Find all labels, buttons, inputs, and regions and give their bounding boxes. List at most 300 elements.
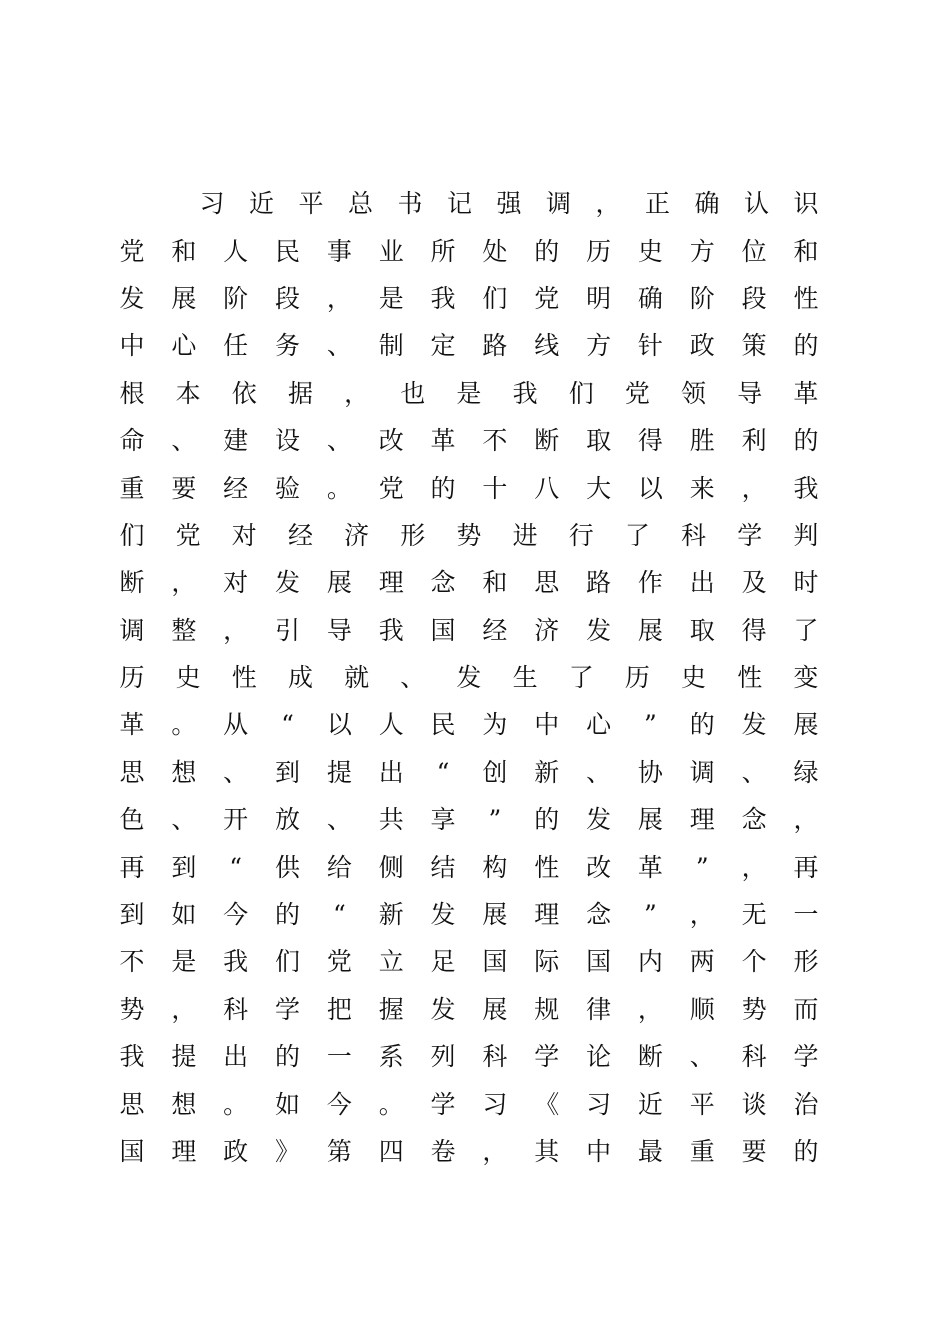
- text-char: 提: [171, 1042, 197, 1072]
- text-char: 根: [119, 378, 145, 408]
- text-char: 路: [586, 568, 612, 598]
- text-char: 两: [689, 947, 715, 977]
- text-char: 认: [743, 189, 769, 219]
- text-char: 、: [171, 426, 197, 456]
- text-char: 人: [378, 710, 404, 740]
- text-char: 理: [171, 1137, 197, 1166]
- text-char: 学: [737, 520, 763, 550]
- text-char: 处: [482, 236, 508, 266]
- text-char: 个: [741, 947, 767, 977]
- text-char: 策: [741, 331, 767, 361]
- text-char: 势: [456, 520, 482, 550]
- text-char: 建: [223, 426, 249, 456]
- text-char: 了: [624, 520, 650, 550]
- text-char: 。: [223, 1089, 249, 1119]
- text-char: 到: [171, 852, 197, 882]
- text-char: 就: [344, 663, 370, 693]
- text-char: 我: [430, 283, 456, 313]
- text-char: 党: [175, 520, 201, 550]
- text-char: ，: [741, 852, 767, 882]
- text-char: 以: [637, 473, 663, 503]
- text-char: 了: [568, 663, 594, 693]
- text-char: 党: [534, 283, 560, 313]
- text-char: 平: [689, 1089, 715, 1119]
- text-char: 和: [793, 236, 819, 266]
- text-char: 人: [223, 236, 249, 266]
- text-char: 科: [482, 1042, 508, 1072]
- text-char: 政: [689, 331, 715, 361]
- text-char: 依: [231, 378, 257, 408]
- text-char: 势: [119, 994, 145, 1024]
- text-char: 行: [568, 520, 594, 550]
- text-char: 发: [430, 994, 456, 1024]
- text-char: 定: [430, 331, 456, 361]
- text-char: 、: [586, 757, 612, 787]
- text-char: 形: [793, 947, 819, 977]
- text-char: 协: [637, 757, 663, 787]
- text-char: 、: [400, 663, 426, 693]
- text-char: 足: [430, 947, 456, 977]
- text-char: 近: [248, 189, 274, 219]
- text-char: 新: [534, 757, 560, 787]
- text-char: 展: [482, 900, 508, 930]
- text-char: 发: [456, 663, 482, 693]
- text-char: 科: [681, 520, 707, 550]
- text-char: 调: [545, 189, 571, 219]
- text-char: “: [332, 900, 346, 930]
- text-char: 断: [534, 426, 560, 456]
- text-char: 思: [119, 757, 145, 787]
- text-char: 中: [119, 331, 145, 361]
- text-char: 、: [171, 805, 197, 835]
- text-char: ，: [344, 378, 370, 408]
- text-char: 正: [644, 189, 670, 219]
- text-char: 思: [534, 568, 560, 598]
- text-char: 书: [397, 189, 423, 219]
- text-char: 们: [482, 283, 508, 313]
- text-char: ”: [488, 805, 502, 835]
- text-char: 色: [119, 805, 145, 835]
- text-line: [119, 796, 819, 843]
- text-char: 史: [175, 663, 201, 693]
- text-char: 顺: [689, 994, 715, 1024]
- text-char: 济: [534, 615, 560, 645]
- text-char: 命: [119, 426, 145, 456]
- text-char: 内: [637, 947, 663, 977]
- text-char: 念: [586, 900, 612, 930]
- text-char: 想: [171, 1089, 197, 1119]
- text-char: 科: [223, 994, 249, 1024]
- text-char: 革: [793, 378, 819, 408]
- text-char: 到: [119, 900, 145, 930]
- text-char: 要: [171, 473, 197, 503]
- text-char: 卷: [430, 1137, 456, 1166]
- text-char: 成: [287, 663, 313, 693]
- text-char: 任: [223, 331, 249, 361]
- text-char: 经: [287, 520, 313, 550]
- text-char: 、: [741, 757, 767, 787]
- text-char: 取: [689, 615, 715, 645]
- text-char: 和: [482, 568, 508, 598]
- text-char: 务: [275, 331, 301, 361]
- text-char: 是: [171, 947, 197, 977]
- text-char: 针: [637, 331, 663, 361]
- text-char: 历: [586, 236, 612, 266]
- text-char: 思: [119, 1089, 145, 1119]
- text-line: [119, 938, 819, 985]
- text-char: 今: [223, 900, 249, 930]
- text-char: 开: [223, 805, 249, 835]
- text-char: 展: [482, 994, 508, 1024]
- text-char: 理: [689, 805, 715, 835]
- text-char: 是: [456, 378, 482, 408]
- text-char: 不: [482, 426, 508, 456]
- text-char: 如: [171, 900, 197, 930]
- text-char: 从: [223, 710, 249, 740]
- body-paragraph: [119, 180, 819, 1175]
- text-line: [119, 891, 819, 938]
- text-char: 、: [326, 331, 352, 361]
- text-char: ”: [644, 710, 657, 740]
- text-char: 引: [275, 615, 301, 645]
- text-char: 识: [793, 189, 819, 219]
- text-char: 的: [430, 473, 456, 503]
- text-char: 国: [430, 615, 456, 645]
- text-char: 路: [482, 331, 508, 361]
- text-char: 设: [275, 426, 301, 456]
- text-line: [119, 1080, 819, 1127]
- text-char: 立: [378, 947, 404, 977]
- text-char: 国: [119, 1137, 145, 1166]
- text-char: 、: [689, 1042, 715, 1072]
- text-char: 重: [119, 473, 145, 503]
- text-char: 习: [199, 189, 225, 219]
- text-char: 调: [119, 615, 145, 645]
- text-char: 中: [534, 710, 560, 740]
- text-char: ，: [793, 805, 819, 835]
- text-char: 生: [512, 663, 538, 693]
- text-char: 习: [482, 1089, 508, 1119]
- text-char: 构: [482, 852, 508, 882]
- text-line: [119, 701, 819, 748]
- text-char: 验: [275, 473, 301, 503]
- text-char: 得: [637, 426, 663, 456]
- text-char: 性: [231, 663, 257, 693]
- text-char: 阶: [223, 283, 249, 313]
- text-char: 际: [534, 947, 560, 977]
- text-char: 和: [171, 236, 197, 266]
- text-line: [119, 654, 819, 701]
- text-char: 发: [119, 283, 145, 313]
- text-char: 性: [534, 852, 560, 882]
- text-char: 的: [793, 1137, 819, 1166]
- text-char: 出: [378, 757, 404, 787]
- text-char: 的: [534, 805, 560, 835]
- text-char: 胜: [689, 426, 715, 456]
- text-char: 为: [482, 710, 508, 740]
- text-char: 国: [586, 947, 612, 977]
- text-char: 近: [637, 1089, 663, 1119]
- text-char: 民: [430, 710, 456, 740]
- text-char: 发: [586, 805, 612, 835]
- text-char: 到: [275, 757, 301, 787]
- text-line: [119, 607, 819, 654]
- text-char: ，: [689, 900, 715, 930]
- text-char: 党: [326, 947, 352, 977]
- text-char: 线: [534, 331, 560, 361]
- text-char: 业: [378, 236, 404, 266]
- text-char: 治: [793, 1089, 819, 1119]
- text-char: 时: [793, 568, 819, 598]
- text-char: 也: [400, 378, 426, 408]
- text-char: 展: [171, 283, 197, 313]
- text-line: [119, 559, 819, 606]
- text-char: 确: [694, 189, 720, 219]
- text-char: 们: [275, 947, 301, 977]
- text-char: 发: [430, 900, 456, 930]
- text-line: [119, 986, 819, 1033]
- text-char: 习: [586, 1089, 612, 1119]
- text-char: 调: [689, 757, 715, 787]
- text-char: 系: [378, 1042, 404, 1072]
- text-char: 列: [430, 1042, 456, 1072]
- text-char: 创: [482, 757, 508, 787]
- text-char: 作: [637, 568, 663, 598]
- text-char: 展: [637, 615, 663, 645]
- text-char: 方: [689, 236, 715, 266]
- text-line: [119, 843, 819, 890]
- text-char: 重: [689, 1137, 715, 1166]
- text-char: 所: [430, 236, 456, 266]
- text-char: ，: [741, 473, 767, 503]
- text-char: 出: [223, 1042, 249, 1072]
- text-char: 提: [326, 757, 352, 787]
- text-char: 学: [793, 1042, 819, 1072]
- text-char: 判: [793, 520, 819, 550]
- text-char: 一: [793, 900, 819, 930]
- text-char: 、: [326, 805, 352, 835]
- text-char: 四: [378, 1137, 404, 1166]
- text-char: 经: [482, 615, 508, 645]
- text-char: 学: [430, 1089, 456, 1119]
- text-line: [119, 749, 819, 796]
- text-char: 最: [637, 1137, 663, 1166]
- text-char: 确: [637, 283, 663, 313]
- text-char: 握: [378, 994, 404, 1024]
- text-char: ”: [695, 852, 709, 882]
- text-char: 党: [119, 236, 145, 266]
- text-char: 及: [741, 568, 767, 598]
- text-char: 历: [119, 663, 145, 693]
- text-char: 谈: [741, 1089, 767, 1119]
- text-char: 势: [741, 994, 767, 1024]
- text-char: 展: [637, 805, 663, 835]
- text-char: 历: [624, 663, 650, 693]
- text-char: 据: [287, 378, 313, 408]
- text-char: 改: [378, 426, 404, 456]
- text-line: [119, 370, 819, 417]
- text-char: 发: [741, 710, 767, 740]
- text-char: ，: [595, 189, 621, 219]
- text-char: 共: [378, 805, 404, 835]
- text-char: 得: [741, 615, 767, 645]
- text-char: 我: [793, 473, 819, 503]
- text-line: [119, 417, 819, 464]
- text-char: 理: [534, 900, 560, 930]
- text-char: “: [229, 852, 243, 882]
- text-char: 的: [275, 1042, 301, 1072]
- text-char: 革: [430, 426, 456, 456]
- text-char: 》: [275, 1137, 301, 1166]
- text-line: [119, 275, 819, 322]
- text-char: 放: [275, 805, 301, 835]
- text-char: 政: [223, 1137, 249, 1166]
- text-char: 出: [689, 568, 715, 598]
- text-char: 而: [793, 994, 819, 1024]
- text-char: 展: [326, 568, 352, 598]
- text-char: 享: [430, 805, 456, 835]
- text-char: 进: [512, 520, 538, 550]
- text-char: 论: [586, 1042, 612, 1072]
- text-char: 国: [482, 947, 508, 977]
- text-char: 、: [223, 757, 249, 787]
- text-char: 第: [326, 1137, 352, 1166]
- text-char: 们: [568, 378, 594, 408]
- text-char: 一: [326, 1042, 352, 1072]
- text-char: 对: [223, 568, 249, 598]
- text-char: 我: [378, 615, 404, 645]
- text-char: ，: [171, 994, 197, 1024]
- text-char: 侧: [378, 852, 404, 882]
- text-char: 史: [681, 663, 707, 693]
- text-char: 方: [586, 331, 612, 361]
- text-line: [119, 322, 819, 369]
- text-char: 史: [637, 236, 663, 266]
- text-char: 把: [326, 994, 352, 1024]
- text-char: 是: [378, 283, 404, 313]
- text-char: 总: [347, 189, 373, 219]
- text-char: 理: [378, 568, 404, 598]
- text-char: 律: [586, 994, 612, 1024]
- text-char: ，: [223, 615, 249, 645]
- text-char: “: [436, 757, 450, 787]
- text-char: 中: [586, 1137, 612, 1166]
- text-char: 规: [534, 994, 560, 1024]
- text-char: 供: [275, 852, 301, 882]
- text-char: ，: [171, 568, 197, 598]
- text-char: 其: [534, 1137, 560, 1166]
- text-char: 段: [275, 283, 301, 313]
- text-char: 的: [793, 426, 819, 456]
- text-char: 新: [378, 900, 404, 930]
- text-char: 革: [119, 710, 145, 740]
- text-char: 性: [793, 283, 819, 313]
- text-char: 发: [275, 568, 301, 598]
- text-line: [119, 180, 819, 227]
- text-char: 记: [446, 189, 472, 219]
- text-char: 我: [223, 947, 249, 977]
- text-char: 以: [326, 710, 352, 740]
- text-char: 八: [534, 473, 560, 503]
- text-char: 十: [482, 473, 508, 503]
- text-char: 结: [430, 852, 456, 882]
- text-char: 导: [326, 615, 352, 645]
- text-line: [119, 464, 819, 511]
- text-char: 领: [681, 378, 707, 408]
- text-char: 利: [741, 426, 767, 456]
- text-char: 、: [326, 426, 352, 456]
- text-char: 。: [378, 1089, 404, 1119]
- text-char: 明: [586, 283, 612, 313]
- text-char: 平: [298, 189, 324, 219]
- text-line: [119, 512, 819, 559]
- text-char: ，: [482, 1137, 508, 1166]
- text-char: 今: [326, 1089, 352, 1119]
- text-char: ，: [326, 283, 352, 313]
- text-char: 取: [586, 426, 612, 456]
- text-char: 再: [119, 852, 145, 882]
- text-char: 导: [737, 378, 763, 408]
- text-char: 革: [637, 852, 663, 882]
- text-char: 如: [275, 1089, 301, 1119]
- text-char: 形: [400, 520, 426, 550]
- text-char: 发: [586, 615, 612, 645]
- text-char: 性: [737, 663, 763, 693]
- text-char: 《: [534, 1089, 560, 1119]
- text-char: 念: [741, 805, 767, 835]
- text-line: [119, 1033, 819, 1080]
- text-char: 本: [175, 378, 201, 408]
- text-char: 事: [326, 236, 352, 266]
- text-char: “: [281, 710, 294, 740]
- text-char: 。: [326, 473, 352, 503]
- text-char: 绿: [793, 757, 819, 787]
- text-char: 断: [637, 1042, 663, 1072]
- text-char: ，: [637, 994, 663, 1024]
- text-char: 制: [378, 331, 404, 361]
- text-char: 改: [586, 852, 612, 882]
- text-char: 大: [586, 473, 612, 503]
- text-char: 的: [793, 331, 819, 361]
- text-char: 我: [119, 1042, 145, 1072]
- text-char: 民: [275, 236, 301, 266]
- text-char: 。: [171, 710, 197, 740]
- text-char: 党: [378, 473, 404, 503]
- text-char: 的: [689, 710, 715, 740]
- text-char: 心: [586, 710, 612, 740]
- text-line: [119, 1128, 819, 1175]
- text-char: 展: [793, 710, 819, 740]
- text-char: 党: [624, 378, 650, 408]
- text-char: 对: [231, 520, 257, 550]
- text-char: 经: [223, 473, 249, 503]
- text-char: ”: [644, 900, 657, 930]
- text-char: 给: [326, 852, 352, 882]
- text-char: 无: [741, 900, 767, 930]
- text-char: 的: [534, 236, 560, 266]
- text-char: 想: [171, 757, 197, 787]
- text-char: 们: [119, 520, 145, 550]
- text-char: 我: [512, 378, 538, 408]
- text-char: 的: [275, 900, 301, 930]
- text-char: 了: [793, 615, 819, 645]
- text-char: 断: [119, 568, 145, 598]
- text-char: 心: [171, 331, 197, 361]
- text-char: 学: [534, 1042, 560, 1072]
- text-char: 再: [793, 852, 819, 882]
- text-char: 要: [741, 1137, 767, 1166]
- text-char: 整: [171, 615, 197, 645]
